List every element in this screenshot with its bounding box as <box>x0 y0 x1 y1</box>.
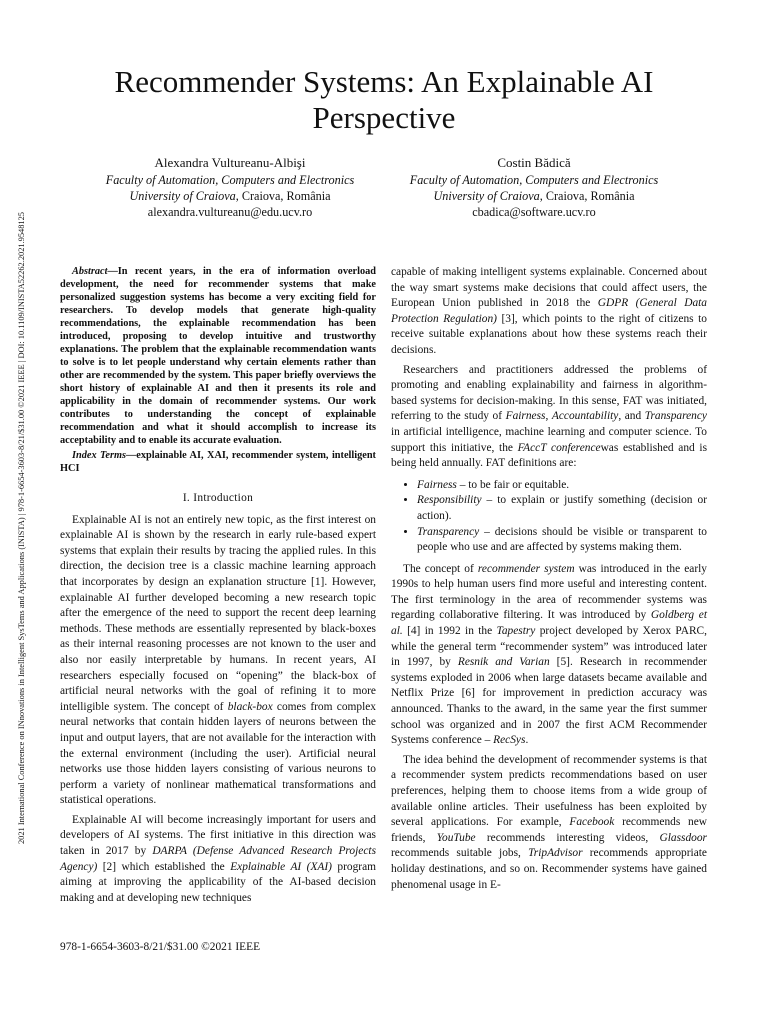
author-email: alexandra.vultureanu@edu.ucv.ro <box>147 205 313 219</box>
body-paragraph-applications: The idea behind the development of recommender systems is that a recommender system predicts recommendations based on user preferences, helping them to choose items from a wide group of available online articles. Their usefulness has been exploited by several applications. For example, Facebook recommends new friends, YouTube recommends interesting videos, Glassdoor recommends suitable jobs, TripAdvisor recommends appropriate holiday destinations, and so on. Recommender systems have gained phenomenal usage in E- <box>391 753 707 891</box>
fat-definitions-list <box>391 478 707 556</box>
body-paragraph-gdpr: capable of making intelligent systems explainable. Concerned about the way smart systems make decisions that could affect users, the European Union published in 2018 the GDPR (General Data Protection Regulation) [3], which points to the right of citizens to receive suitable explanations about how these systems reach their decisions. <box>391 266 708 356</box>
author-email: cbadica@software.ucv.ro <box>472 205 596 219</box>
author-block-2 <box>384 155 684 220</box>
side-identifier-text: 2021 International Conference on INnovations in Intelligent SysTems and Applications (INISTA) | 978-1-6654-3603-8/21/$31.00 ©2021 IEEE | DOI: 10.1109/INISTA52262.2021.9548125 <box>17 212 26 845</box>
index-terms <box>60 449 376 475</box>
section-heading-introduction: I. Introduction <box>182 492 254 504</box>
intro-paragraph-1: Explainable AI is not an entirely new topic, as the first interest on explainable AI is shown by the research in early rule-based expert systems that explain their results by tracing the applied rules. In this direction, the decision tree is a classic machine learning approach that incorporates by design an explanation structure [1]. However, explainable AI further developed becoming a new research topic after the emergence of the need to support the recent deep learning methods. These methods are essentially represented by black-boxes as their internal reasoning processes are not known to the user and also nor easily interpretable by humans. In recent years, AI researchers especially focused on “opening” the black-box of artificial neural networks with the goal of refining it to more intelligible system. The concept of black-box comes from complex neural networks that contain hidden layers of neurons between the input and output layers, that are not available for the interaction with the external environment (including the user). Artificial neural networks use those hidden layers consisting of various neurons to perform a variety of nonlinear mathematical transformations and statistical operations. <box>60 513 376 807</box>
list-item: • Fairness – to be fair or equitable. <box>417 478 707 494</box>
author-university: University of Craiova <box>433 189 540 203</box>
author-university: University of Craiova <box>129 189 236 203</box>
author-block-1 <box>80 155 380 220</box>
paper-title: Recommender Systems: An Explainable AI Perspective <box>114 64 654 135</box>
author-location: , Craiova, România <box>235 189 331 203</box>
right-column <box>391 265 707 893</box>
author-name: Alexandra Vultureanu-Albişi <box>154 155 306 170</box>
list-item: • Responsibility – to explain or justify something (decision or action). <box>417 493 707 524</box>
author-name: Costin Bădică <box>497 155 571 170</box>
copyright-footer: 978-1-6654-3603-8/21/$31.00 ©2021 IEEE <box>60 941 261 953</box>
left-column <box>60 265 376 906</box>
index-terms-text: —explainable AI, XAI, recommender system, intelligent HCI <box>60 450 376 474</box>
author-university-line <box>80 188 380 204</box>
list-item: • Transparency – decisions should be visible or transparent to people who use and are affected by systems making them. <box>417 525 707 556</box>
abstract <box>60 265 376 447</box>
abstract-text: —In recent years, in the era of information overload development, the need for recommender systems that make personalized suggestion systems has become a very exciting field for researchers. To develop models that generate high-quality recommendations, the explainable recommendation has been introduced, proposing to develop intuitive and trustworthy explanations. The problem that the explainable recommendation wants to solve is to let people understand why certain elements rather than other are recommended by the system. This paper briefly overviews the short history of explainable AI and then it presents its role and applicability in the domain of recommender systems. Our work contributes to understanding the concept of explainable recommendation and what it should accomplish to increase its acceptability and to enable its accurate evaluation. <box>60 266 376 446</box>
author-affiliation: Faculty of Automation, Computers and Electronics <box>409 173 659 187</box>
intro-paragraph-2: Explainable AI will become increasingly important for users and developers of AI systems. The first initiative in this direction was taken in 2017 by DARPA (Defense Advanced Research Projects Agency) [2] which established the Explainable AI (XAI) program aiming at improving the applicability of the AI-based decision making and at developing new techniques <box>60 813 377 904</box>
author-university-line <box>384 188 684 204</box>
body-paragraph-history: The concept of recommender system was introduced in the early 1990s to help human users find more useful and interesting content. The first terminology in the area of recommender systems was regarding collaborative filtering. It was introduced by Goldberg et al. [4] in 1992 in the Tapestry project developed by Xerox PARC, while the general term “recommender system” was introduced later in 1997, by Resnik and Varian [5]. Research in recommender systems exploded in 2006 when large datasets became available and Netflix Prize [6] for improvement in prediction accuracy was announced. Thanks to the award, in the same year the first summer school was organized and in 2007 the first ACM Recommender Systems conference – RecSys. <box>391 562 707 747</box>
index-terms-label: Index Terms <box>72 450 126 461</box>
side-identifier <box>14 118 30 938</box>
body-paragraph-fat: Researchers and practitioners addressed the problems of promoting and enabling explainability and fairness in algorithm-based systems for decision-making. In this sense, FAT was initiated, referring to the study of Fairness, Accountability, and Transparency in artificial intelligence, machine learning and computer science. To support this initiative, the FAccT conferencewas established and is being held annually. FAT definitions are: <box>391 363 707 470</box>
abstract-label: Abstract <box>72 266 108 277</box>
author-affiliation: Faculty of Automation, Computers and Electronics <box>105 173 355 187</box>
author-location: , Craiova, România <box>539 189 635 203</box>
